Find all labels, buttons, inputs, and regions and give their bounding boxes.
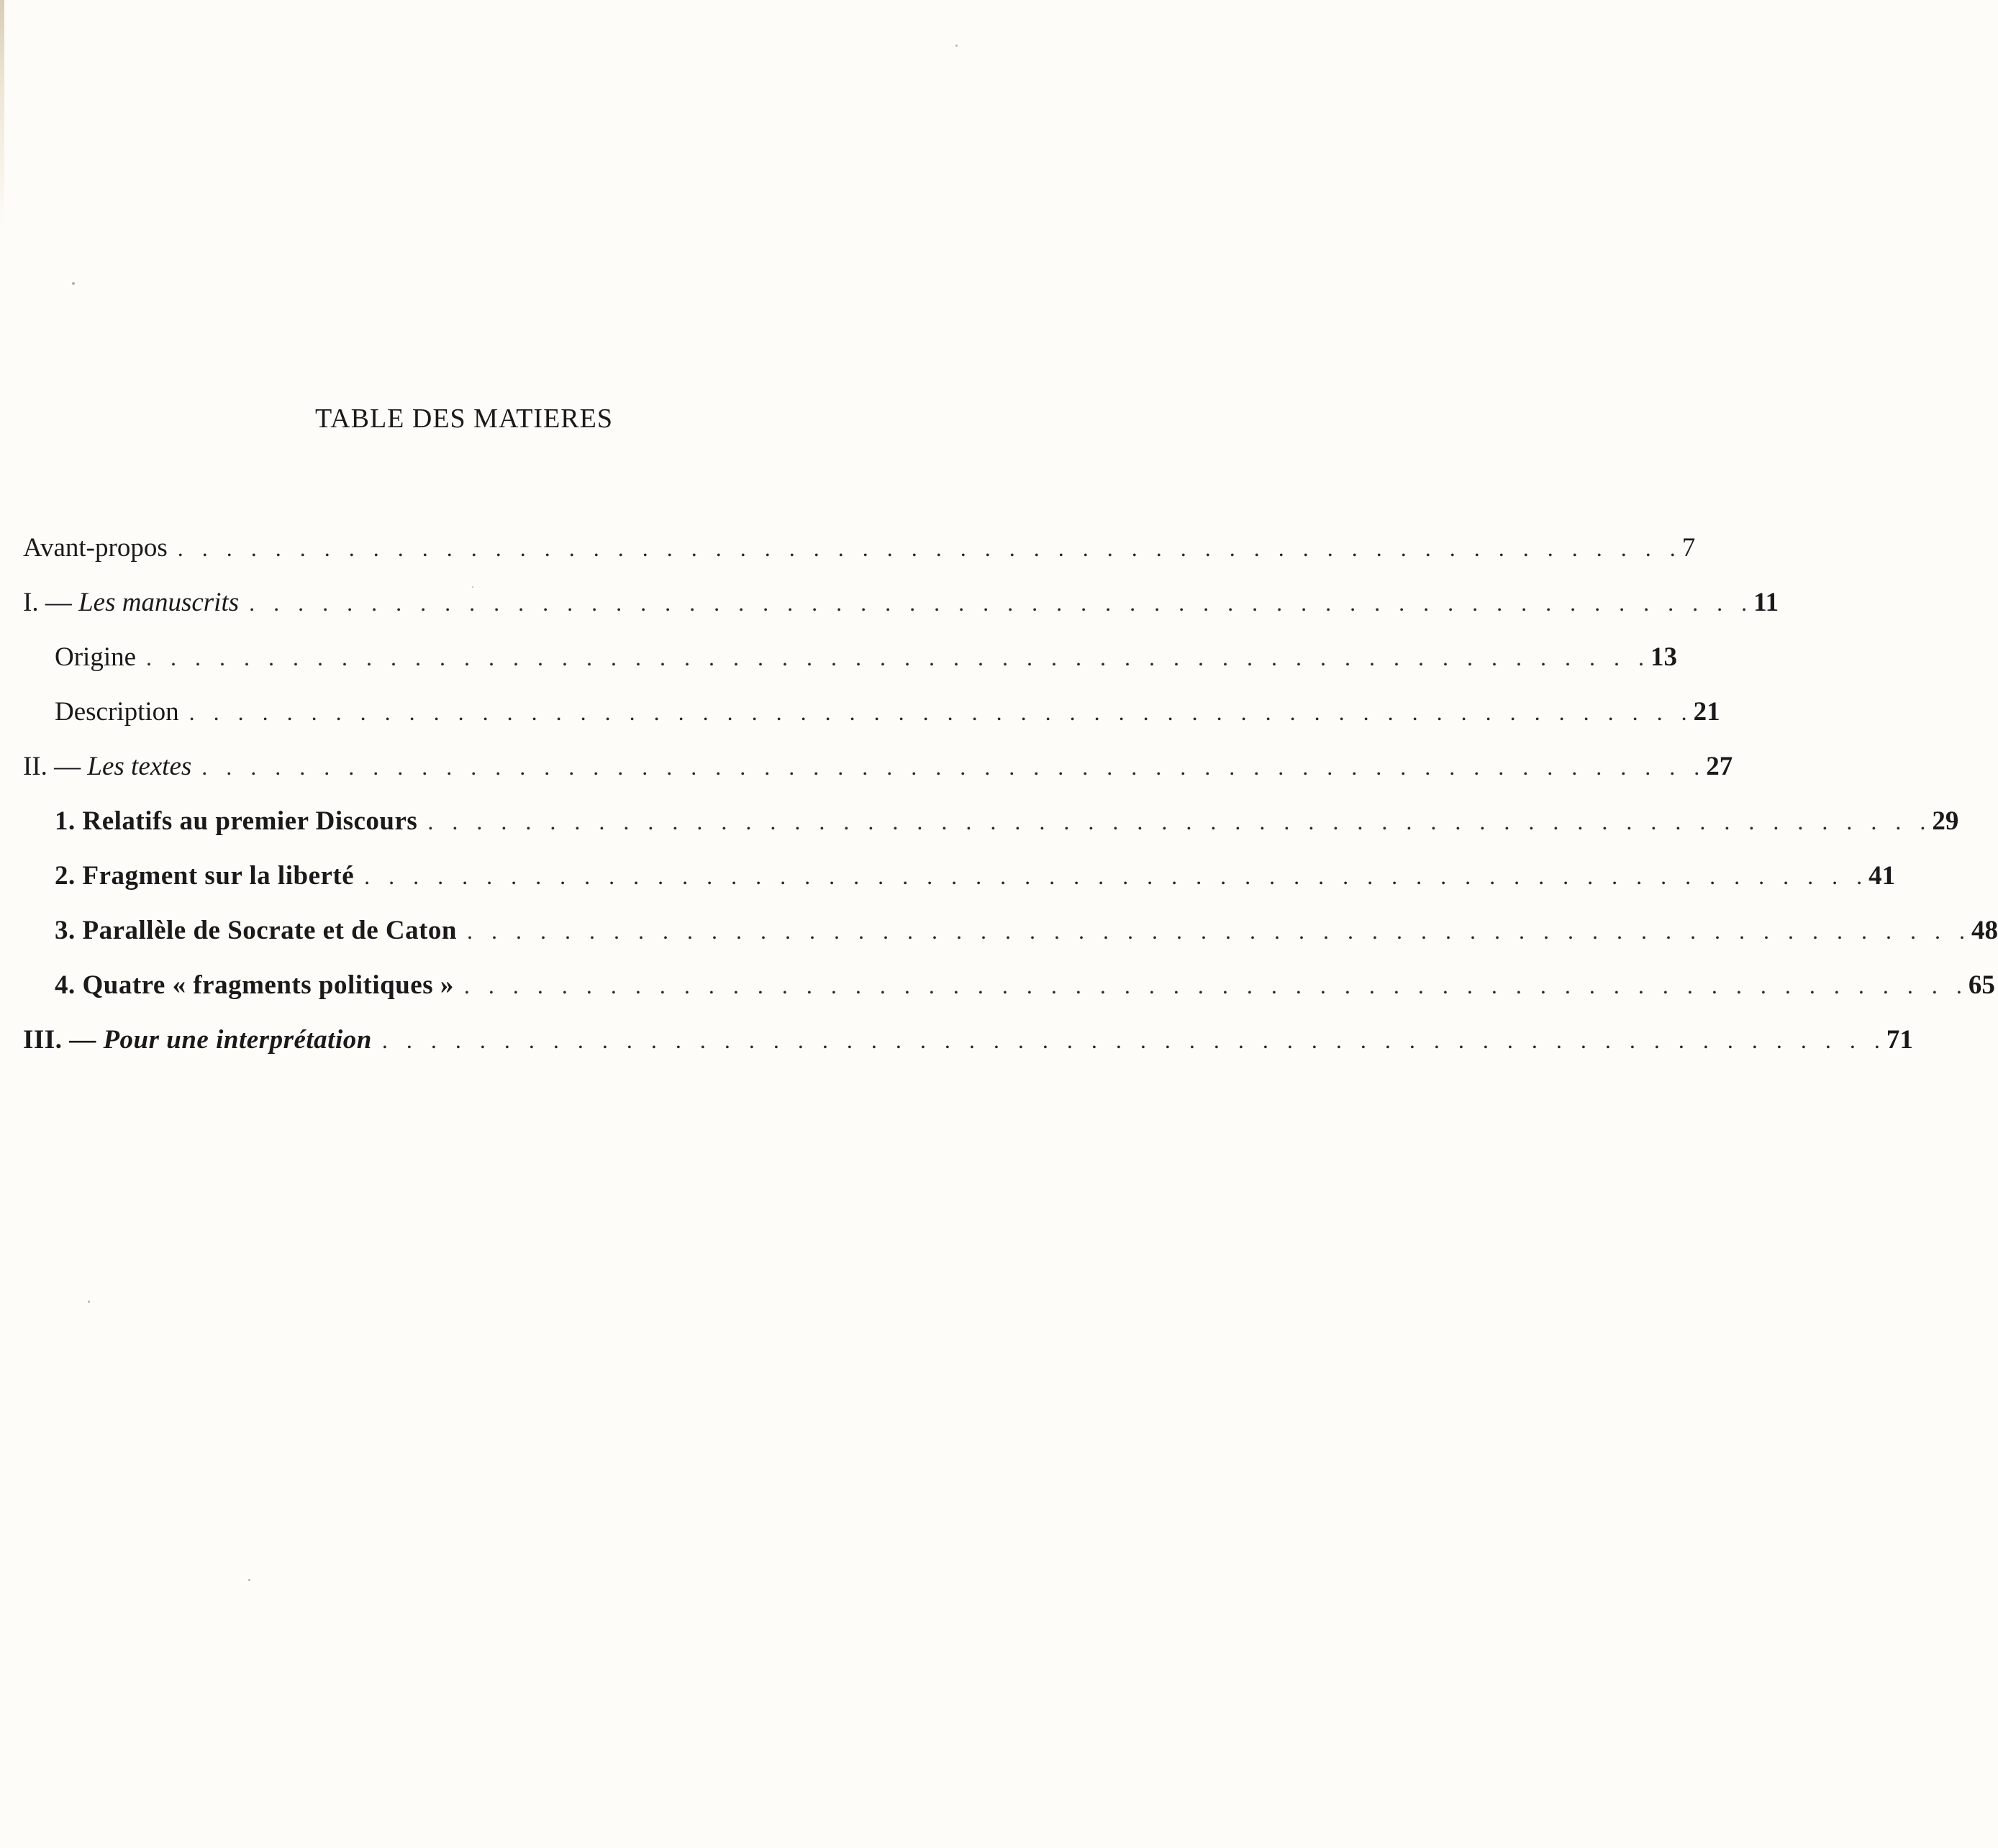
dot-leader: . . . . . . . . . . . . . . . . . . . . . . . . . . . . . . . . . . . . . . . . . . . . . . . . . . . . . . . . . . . . . . — [463, 973, 1969, 998]
toc-entry-label: Avant-propos — [23, 533, 168, 563]
toc-entry-les-textes — [23, 751, 1733, 794]
toc-entry-label: 4. Quatre « fragments politiques » — [55, 970, 454, 1000]
toc-entry-label: I. — Les manuscrits — [23, 588, 240, 617]
dot-leader: . . . . . . . . . . . . . . . . . . . . . . . . . . . . . . . . . . . . . . . . . . . . . . . . . . . . . . . . . . . . . . — [467, 918, 1971, 944]
paper-speck — [72, 282, 75, 285]
dot-leader: . . . . . . . . . . . . . . . . . . . . . . . . . . . . . . . . . . . . . . . . . . . . . . . . . . . . . . . . . . . . . . — [189, 699, 1694, 725]
paper-speck — [955, 45, 958, 47]
dot-leader: . . . . . . . . . . . . . . . . . . . . . . . . . . . . . . . . . . . . . . . . . . . . . . . . . . . . . . . . . . . . . . — [177, 535, 1682, 561]
toc-entry-parallele — [55, 915, 1998, 958]
dot-leader: . . . . . . . . . . . . . . . . . . . . . . . . . . . . . . . . . . . . . . . . . . . . . . . . . . . . . . . . . . . . . . — [364, 863, 1869, 889]
page-edge-stain — [0, 0, 4, 230]
toc-page-number: 41 — [1868, 861, 1896, 891]
paper-speck — [248, 1579, 250, 1581]
toc-page-number: 27 — [1706, 752, 1733, 781]
toc-entry-fragment-liberte — [55, 860, 1896, 903]
page-title: TABLE DES MATIERES — [315, 404, 613, 434]
toc-entry-avant-propos — [23, 532, 1696, 575]
toc-entry-relatifs — [55, 806, 1959, 849]
toc-entry-quatre-fragments — [55, 970, 1995, 1013]
toc-entry-label: Origine — [55, 642, 137, 672]
toc-page-number: 11 — [1753, 588, 1779, 617]
toc-page-number: 65 — [1968, 970, 1995, 1000]
toc-page-number: 48 — [1971, 916, 1998, 945]
paper-speck — [88, 1301, 90, 1303]
toc-entry-label: 1. Relatifs au premier Discours — [55, 806, 418, 836]
dot-leader: . . . . . . . . . . . . . . . . . . . . . . . . . . . . . . . . . . . . . . . . . . . . . . . . . . . . . . . . . . . . . . — [427, 809, 1933, 834]
toc-page-number: 7 — [1681, 533, 1696, 563]
toc-entry-label: II. — Les textes — [23, 752, 192, 781]
toc-entry-label: III. — Pour une interprétation — [23, 1025, 372, 1055]
toc-entry-les-manuscrits — [23, 587, 1779, 630]
dot-leader: . . . . . . . . . . . . . . . . . . . . . . . . . . . . . . . . . . . . . . . . . . . . . . . . . . . . . . . . . . . . . . — [249, 590, 1754, 616]
toc-page-number: 29 — [1932, 806, 1959, 836]
toc-page-number: 13 — [1650, 642, 1678, 672]
toc-entry-origine — [55, 642, 1678, 685]
dot-leader: . . . . . . . . . . . . . . . . . . . . . . . . . . . . . . . . . . . . . . . . . . . . . . . . . . . . . . . . . . . . . . — [381, 1027, 1886, 1053]
toc-page-number: 21 — [1693, 697, 1720, 727]
toc-entry-label: Description — [55, 697, 179, 727]
toc-entry-description — [55, 696, 1720, 739]
toc-entry-label: 3. Parallèle de Socrate et de Caton — [55, 916, 457, 945]
toc-page-number: 71 — [1886, 1025, 1913, 1055]
dot-leader: . . . . . . . . . . . . . . . . . . . . . . . . . . . . . . . . . . . . . . . . . . . . . . . . . . . . . . . . . . . . . . — [146, 645, 1651, 670]
toc-entry-interpretation — [23, 1024, 1913, 1068]
toc-entry-label: 2. Fragment sur la liberté — [55, 861, 355, 891]
dot-leader: . . . . . . . . . . . . . . . . . . . . . . . . . . . . . . . . . . . . . . . . . . . . . . . . . . . . . . . . . . . . . . — [201, 754, 1707, 780]
